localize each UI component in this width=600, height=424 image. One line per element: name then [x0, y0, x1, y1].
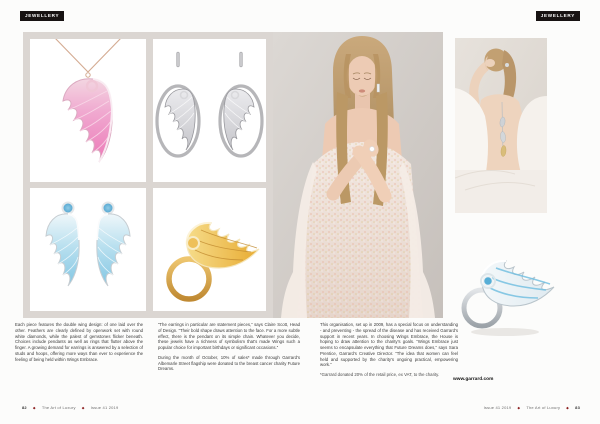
page-number-left: 82 — [22, 405, 27, 410]
gold-wing-ring-graphic — [153, 188, 266, 311]
paragraph: “The earrings in particular are statement pieces,” says Claire Scott, Head of Design. “Their bold shape draws attention to the face. For a more subtle effect, there is the pendant on its simple chain. Whatever you decide, these jewels have a richness of symbolism that's made Wings such a popular choice for important birthdays or significant occasions.” — [158, 322, 300, 350]
body-text-column-2 — [158, 322, 300, 376]
pink-wing-pendant-graphic — [30, 39, 146, 182]
figure-pink-wing-pendant — [30, 39, 146, 182]
footer-right — [484, 405, 580, 410]
figure-aquamarine-wing-earrings — [30, 188, 146, 311]
body-text-column-1 — [15, 322, 143, 366]
paragraph: During the month of October, 10% of sales* made through Garrard's Albemarle Street flagship were donated to the breast cancer charity Future Dreams. — [158, 354, 300, 372]
aquamarine-wing-earrings-graphic — [30, 188, 146, 311]
figure-diamond-hoop-earrings — [153, 39, 266, 182]
figure-gold-wing-ring — [153, 188, 266, 311]
model-back-graphic — [455, 38, 547, 213]
issue-label: Issue 41 2019 — [483, 405, 512, 410]
model-photo-front — [273, 32, 443, 318]
diamond-hoop-earrings-graphic — [153, 39, 266, 182]
model-photo-back — [455, 38, 547, 213]
diamond-separator-icon: ◆ — [32, 405, 36, 410]
jewellery-collage — [23, 32, 443, 318]
page-number-right: 83 — [575, 405, 580, 410]
figure-aquamarine-wing-ring — [450, 240, 565, 340]
magazine-title: The Art of Luxury — [41, 405, 76, 410]
diamond-separator-icon: ◆ — [566, 405, 570, 410]
paragraph: Each piece features the double wing design: of one laid over the other. Feathers are clearly defined by openwork set with round white diamonds, while the palest of gemstones flicker beneath. Choices include pendants as well as rings that flutter above the finger. A growing demand for earrings is answered by a selection of studs and hoops, offering more ways than ever to experience the feeling of being held within Wings Embrace. — [15, 322, 143, 362]
model-front-graphic — [273, 32, 443, 318]
section-tag-right: JEWELLERY — [536, 11, 580, 21]
body-text-column-3 — [320, 322, 458, 382]
diamond-separator-icon: ◆ — [81, 405, 85, 410]
aquamarine-wing-ring-graphic — [450, 240, 565, 340]
paragraph: This organisation, set up in 2009, has a special focus on understanding - and preventing - the spread of the disease and has received Garrard's support in recent years. In choosing Wings Embrace, the House is hoping to draw attention to the charity's goals. “Wings Embrace just seems to encapsulate everything that Future Dreams does,” says Sara Prentice, Garrard's Creative Director. “The idea that women can feel held and supported by the charity's ongoing practical, empowering work.” — [320, 322, 458, 368]
section-tag-left: JEWELLERY — [20, 11, 64, 21]
issue-label: Issue 41 2019 — [90, 405, 119, 410]
footer-left — [22, 405, 118, 410]
magazine-title: The Art of Luxury — [526, 405, 561, 410]
website-url: www.garrard.com — [453, 377, 494, 382]
footnote: *Garrard donated 20% of the retail price, ex VAT, to the charity. — [320, 372, 440, 377]
diamond-separator-icon: ◆ — [517, 405, 521, 410]
